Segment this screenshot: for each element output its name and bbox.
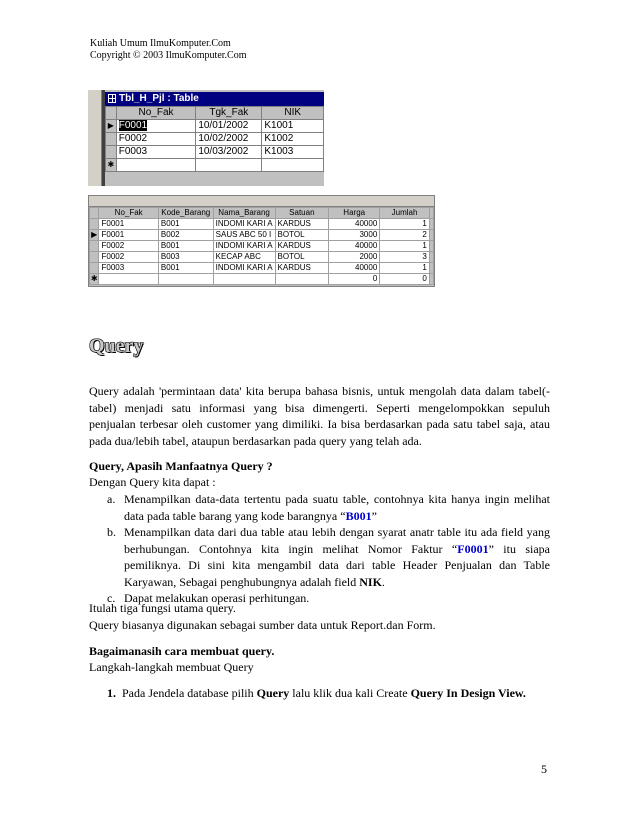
section1-lead: Dengan Query kita dapat :	[89, 475, 216, 489]
highlight-code: F0001	[457, 541, 489, 556]
cell[interactable]: INDOMI KARI A	[213, 219, 275, 230]
table-row	[90, 263, 434, 274]
window-title-bar[interactable]	[105, 92, 324, 106]
new-record-row	[106, 159, 324, 172]
cell[interactable]: KARDUS	[275, 263, 329, 274]
column-header[interactable]: Kode_Barang	[158, 208, 213, 219]
cell[interactable]: 40000	[329, 241, 380, 252]
column-header[interactable]: No_Fak	[99, 208, 158, 219]
cell[interactable]: 10/03/2002	[196, 146, 262, 159]
corner-selector[interactable]	[90, 208, 99, 219]
column-header[interactable]: Tgk_Fak	[196, 107, 262, 120]
field-name: NIK	[359, 574, 382, 589]
column-header[interactable]: Harga	[329, 208, 380, 219]
section2-lead: Langkah-langkah membuat Query	[89, 660, 254, 674]
cell[interactable]: 3	[380, 252, 430, 263]
cell[interactable]: 10/01/2002	[196, 120, 262, 133]
cell[interactable]: B001	[158, 241, 213, 252]
cell[interactable]: KECAP ABC	[213, 252, 275, 263]
new-record-row	[90, 274, 434, 285]
window-title: Tbl_H_Pjl : Table	[119, 93, 199, 104]
cell[interactable]: 10/02/2002	[196, 133, 262, 146]
cell[interactable]: 1	[380, 219, 430, 230]
benefit-list	[107, 491, 550, 607]
table-row	[106, 146, 324, 159]
cell[interactable]: B001	[158, 219, 213, 230]
table-row	[106, 133, 324, 146]
cell[interactable]: 2000	[329, 252, 380, 263]
table-row	[90, 252, 434, 263]
new-record-icon[interactable]: ✱	[90, 274, 98, 283]
intro-paragraph: Query adalah 'permintaan data' kita berupa bahasa bisnis, untuk mengolah data dalam tabel(-tabel) menjadi satu informasi yang bisa dimengerti. Seperti mengelompokkan sepuluh penjualan terbesar oleh customer yang dimiliki. Ia bisa berdasarkan pada satu tabel saja, atau pada dua/lebih tabel, ataupun berdasarkan pada query yang telah ada.	[89, 384, 550, 448]
cell-value[interactable]: F0001	[118, 120, 148, 131]
table-icon	[108, 94, 116, 103]
cell[interactable]	[158, 274, 213, 285]
cell[interactable]: F0001	[99, 219, 158, 230]
current-record-icon[interactable]: ▶	[91, 230, 98, 239]
step-item: 1. Pada Jendela database pilih Query lalu klik dua kali Create Query In Design View.	[107, 686, 526, 700]
row-selector[interactable]	[106, 133, 117, 146]
cell[interactable]: K1002	[262, 133, 324, 146]
cell[interactable]: 1	[380, 263, 430, 274]
table-row	[90, 241, 434, 252]
document-header	[90, 38, 246, 62]
cell[interactable]: K1003	[262, 146, 324, 159]
cell[interactable]: INDOMI KARI A	[213, 241, 275, 252]
list-item: a. Menampilkan data-data tertentu pada suatu table, contohnya kita hanya ingin melihat data pada table barang yang kode barangnya “B001”	[107, 492, 550, 523]
table-row	[106, 120, 324, 133]
header-course: Kuliah Umum IlmuKomputer.Com	[90, 38, 231, 49]
cell[interactable]: KARDUS	[275, 219, 329, 230]
cell[interactable]: B001	[158, 263, 213, 274]
column-header[interactable]: Nama_Barang	[213, 208, 275, 219]
current-record-icon[interactable]: ▶	[106, 120, 117, 133]
new-record-icon[interactable]: ✱	[106, 159, 117, 172]
cell[interactable]: BOTOL	[275, 252, 329, 263]
table-window-detail-penjualan	[88, 195, 435, 287]
cell[interactable]: 40000	[329, 263, 380, 274]
section-heading: Query	[89, 335, 144, 357]
cell[interactable]: F0002	[116, 133, 196, 146]
cell[interactable]: 0	[380, 274, 430, 285]
column-header[interactable]: Jumlah	[380, 208, 430, 219]
row-selector[interactable]	[90, 219, 99, 230]
cell[interactable]: K1001	[262, 120, 324, 133]
cell[interactable]: 40000	[329, 219, 380, 230]
cell[interactable]: F0002	[99, 252, 158, 263]
cell[interactable]	[196, 159, 262, 172]
datasheet-grid	[105, 106, 324, 172]
column-header[interactable]: Satuan	[275, 208, 329, 219]
cell[interactable]: 3000	[329, 230, 380, 241]
cell[interactable]	[262, 159, 324, 172]
cell[interactable]	[116, 159, 196, 172]
cell[interactable]: B002	[158, 230, 213, 241]
datasheet-grid	[89, 207, 434, 285]
list-marker: c.	[107, 591, 116, 605]
cell[interactable]: 2	[380, 230, 430, 241]
row-selector[interactable]	[90, 263, 99, 274]
list-marker: a.	[107, 492, 116, 506]
page-number: 5	[541, 762, 547, 776]
cell[interactable]: F0003	[99, 263, 158, 274]
step-number: 1.	[107, 686, 116, 700]
corner-selector[interactable]	[106, 107, 117, 120]
list-marker: b.	[107, 525, 116, 539]
section1-title: Query, Apasih Manfaatnya Query ?	[89, 459, 273, 473]
list-item: b. Menampilkan data dari dua table atau lebih dengan syarat anatr table itu ada field yang berhubungan. Contohnya kita ingin melihat Nomor Faktur “F0001” itu siapa pemiliknya. Di sini kita mengambil data dari table Header Penjualan dan Table Karyawan, Sebagai penghubungnya adalah field NIK.	[107, 525, 550, 589]
cell[interactable]	[99, 274, 158, 285]
cell[interactable]: B003	[158, 252, 213, 263]
table-row	[90, 219, 434, 230]
cell[interactable]: KARDUS	[275, 241, 329, 252]
cell[interactable]: F0001	[99, 230, 158, 241]
cell[interactable]	[213, 274, 275, 285]
cell[interactable]: SAUS ABC 50 I	[213, 230, 275, 241]
cell	[116, 120, 196, 133]
cell[interactable]: BOTOL	[275, 230, 329, 241]
row-selector[interactable]	[106, 146, 117, 159]
column-header[interactable]: NIK	[262, 107, 324, 120]
highlight-code: B001	[345, 508, 372, 523]
table-window-header-penjualan	[88, 90, 324, 186]
summary-line: Itulah tiga fungsi utama query.	[89, 601, 236, 615]
cell[interactable]: INDOMI KARI A	[213, 263, 275, 274]
cell[interactable]	[275, 274, 329, 285]
cell[interactable]: F0002	[99, 241, 158, 252]
table-row	[90, 230, 434, 241]
row-selector[interactable]	[90, 241, 99, 252]
column-header[interactable]: No_Fak	[116, 107, 196, 120]
toolbar-strip	[89, 196, 434, 207]
cell[interactable]: F0003	[116, 146, 196, 159]
row-selector[interactable]	[90, 252, 99, 263]
section2-title: Bagaimanasih cara membuat query.	[89, 644, 275, 658]
usage-line: Query biasanya digunakan sebagai sumber data untuk Report.dan Form.	[89, 618, 436, 632]
cell[interactable]: 1	[380, 241, 430, 252]
list-item: c. Dapat melakukan operasi perhitungan.	[107, 591, 310, 605]
cell[interactable]: 0	[329, 274, 380, 285]
header-copyright: Copyright © 2003 IlmuKomputer.Com	[90, 50, 247, 61]
